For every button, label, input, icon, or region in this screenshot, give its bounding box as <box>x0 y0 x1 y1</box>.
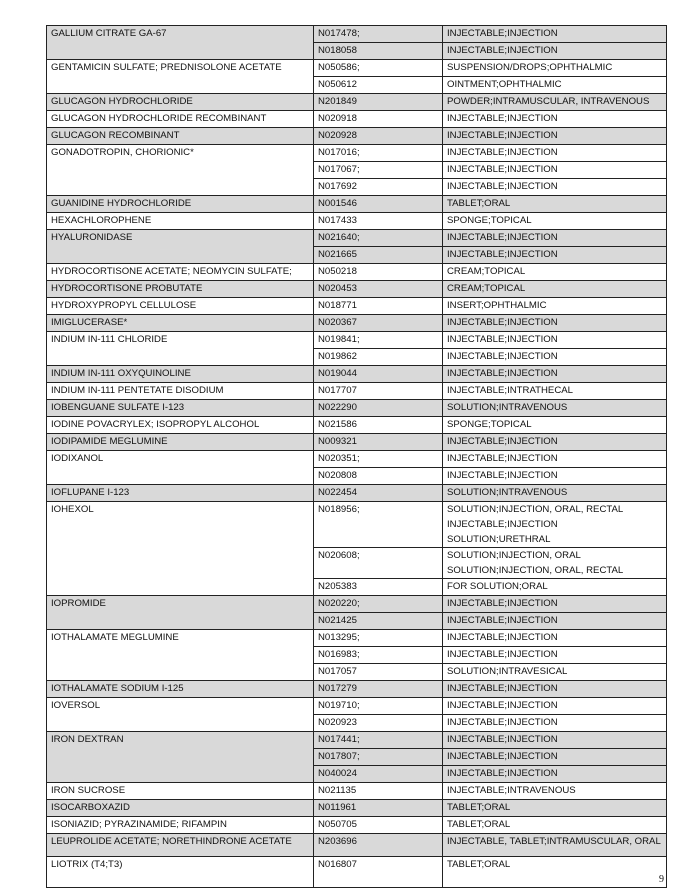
table-row <box>47 857 667 888</box>
table-row <box>47 145 667 162</box>
ingredient-name: IRON SUCROSE <box>51 785 126 796</box>
application-number-cell <box>314 264 443 281</box>
application-number-cell <box>314 162 443 179</box>
dosage-form-route-cell <box>443 349 667 366</box>
table-row <box>47 196 667 213</box>
ingredient-cell <box>47 111 314 128</box>
application-number-cell <box>314 596 443 613</box>
application-number-cell <box>314 451 443 468</box>
dosage-form-route: INJECTABLE;INJECTION <box>447 615 558 626</box>
dosage-form-route: INJECTABLE;INJECTION <box>447 734 558 745</box>
dosage-form-route-cell <box>443 783 667 800</box>
ingredient-cell <box>47 213 314 230</box>
dosage-form-route-cell <box>443 264 667 281</box>
ingredient-cell <box>47 230 314 264</box>
ingredient-name: HYDROCORTISONE ACETATE; NEOMYCIN SULFATE; <box>51 266 292 277</box>
application-number-cell <box>314 111 443 128</box>
table-row <box>47 417 667 434</box>
dosage-form-route: POWDER;INTRAMUSCULAR, INTRAVENOUS <box>447 96 650 107</box>
dosage-form-route-cell <box>443 681 667 698</box>
ingredient-name: GALLIUM CITRATE GA-67 <box>51 28 167 39</box>
dosage-form-route: INJECTABLE;INJECTION <box>447 470 558 481</box>
dosage-form-route: INJECTABLE;INJECTION <box>447 649 558 660</box>
dosage-form-route: TABLET;ORAL <box>447 802 511 813</box>
ingredient-cell <box>47 145 314 196</box>
dosage-form-route-cell <box>443 213 667 230</box>
application-number-cell <box>314 664 443 681</box>
application-number-cell <box>314 817 443 834</box>
application-number: N020367 <box>318 317 357 328</box>
dosage-form-route: INJECTABLE;INJECTION <box>447 317 558 328</box>
dosage-form-route-cell <box>443 417 667 434</box>
dosage-form-route-cell <box>443 548 667 579</box>
dosage-form-route-cell <box>443 298 667 315</box>
dosage-form-route: SOLUTION;INTRAVESICAL <box>447 666 568 677</box>
application-number: N017478; <box>318 28 360 39</box>
application-number: N019862 <box>318 351 357 362</box>
ingredient-name: INDIUM IN-111 OXYQUINOLINE <box>51 368 191 379</box>
dosage-form-route-cell <box>443 817 667 834</box>
dosage-form-route-cell <box>443 800 667 817</box>
dosage-form-route-cell <box>443 332 667 349</box>
application-number-cell <box>314 230 443 247</box>
dosage-form-route: INJECTABLE;INJECTION <box>447 768 558 779</box>
ingredient-cell <box>47 502 314 596</box>
application-number: N050218 <box>318 266 357 277</box>
application-number-cell <box>314 60 443 77</box>
dosage-form-route-cell <box>443 698 667 715</box>
ingredient-name: GENTAMICIN SULFATE; PREDNISOLONE ACETATE <box>51 62 282 73</box>
application-number: N018956; <box>318 504 360 515</box>
table-row <box>47 800 667 817</box>
ingredient-cell <box>47 400 314 417</box>
application-number-cell <box>314 800 443 817</box>
drug-listing-table <box>46 25 667 888</box>
ingredient-cell <box>47 26 314 60</box>
table-row <box>47 264 667 281</box>
dosage-form-route: INJECTABLE;INJECTION <box>447 351 558 362</box>
dosage-form-route-cell <box>443 162 667 179</box>
table-row <box>47 315 667 332</box>
table-row <box>47 630 667 647</box>
application-number: N018771 <box>318 300 357 311</box>
ingredient-cell <box>47 366 314 383</box>
dosage-form-route: INJECTABLE;INJECTION <box>447 334 558 345</box>
ingredient-cell <box>47 681 314 698</box>
ingredient-name: IRON DEXTRAN <box>51 734 124 745</box>
application-number-cell <box>314 749 443 766</box>
dosage-form-route: INJECTABLE;INJECTION <box>447 164 558 175</box>
dosage-form-route-cell <box>443 630 667 647</box>
dosage-form-route-cell <box>443 596 667 613</box>
application-number-cell <box>314 468 443 485</box>
application-number-cell <box>314 281 443 298</box>
table-row <box>47 94 667 111</box>
dosage-form-route: INJECTABLE;INJECTION <box>447 519 558 530</box>
application-number: N016807 <box>318 859 357 870</box>
ingredient-cell <box>47 698 314 732</box>
dosage-form-route-cell <box>443 834 667 857</box>
ingredient-cell <box>47 196 314 213</box>
application-number: N017016; <box>318 147 360 158</box>
ingredient-name: GUANIDINE HYDROCHLORIDE <box>51 198 192 209</box>
dosage-form-route-cell <box>443 366 667 383</box>
application-number-cell <box>314 630 443 647</box>
ingredient-name: IOHEXOL <box>51 504 94 515</box>
application-number: N017707 <box>318 385 357 396</box>
dosage-form-route: INJECTABLE;INJECTION <box>447 632 558 643</box>
dosage-form-route: INJECTABLE;INJECTION <box>447 751 558 762</box>
application-number-cell <box>314 732 443 749</box>
dosage-form-route: FOR SOLUTION;ORAL <box>447 581 548 592</box>
dosage-form-route-cell <box>443 179 667 196</box>
ingredient-cell <box>47 60 314 94</box>
ingredient-name: IOBENGUANE SULFATE I-123 <box>51 402 185 413</box>
application-number-cell <box>314 315 443 332</box>
application-number-cell <box>314 548 443 579</box>
dosage-form-route: INJECTABLE;INJECTION <box>447 147 558 158</box>
dosage-form-route-cell <box>443 766 667 783</box>
application-number-cell <box>314 698 443 715</box>
ingredient-cell <box>47 630 314 681</box>
application-number: N019841; <box>318 334 360 345</box>
dosage-form-route: SUSPENSION/DROPS;OPHTHALMIC <box>447 62 613 73</box>
dosage-form-route: INSERT;OPHTHALMIC <box>447 300 547 311</box>
ingredient-name: IOFLUPANE I-123 <box>51 487 130 498</box>
dosage-form-route: INJECTABLE;INJECTION <box>447 113 558 124</box>
ingredient-cell <box>47 332 314 366</box>
table-row <box>47 298 667 315</box>
application-number: N017057 <box>318 666 357 677</box>
ingredient-name: ISONIAZID; PYRAZINAMIDE; RIFAMPIN <box>51 819 227 830</box>
application-number: N017433 <box>318 215 357 226</box>
ingredient-cell <box>47 783 314 800</box>
application-number: N021665 <box>318 249 357 260</box>
application-number: N050705 <box>318 819 357 830</box>
application-number: N017692 <box>318 181 357 192</box>
dosage-form-route-cell <box>443 43 667 60</box>
table-row <box>47 732 667 749</box>
ingredient-name: IODIXANOL <box>51 453 104 464</box>
dosage-form-route-cell <box>443 579 667 596</box>
application-number: N021135 <box>318 785 357 796</box>
application-number-cell <box>314 179 443 196</box>
dosage-form-route: INJECTABLE;INJECTION <box>447 232 558 243</box>
dosage-form-route-cell <box>443 502 667 548</box>
ingredient-name: HYALURONIDASE <box>51 232 133 243</box>
application-number: N020923 <box>318 717 357 728</box>
table-row <box>47 332 667 349</box>
application-number-cell <box>314 417 443 434</box>
ingredient-name: IOTHALAMATE SODIUM I-125 <box>51 683 184 694</box>
application-number-cell <box>314 681 443 698</box>
application-number: N021425 <box>318 615 357 626</box>
dosage-form-route-cell <box>443 111 667 128</box>
application-number: N020351; <box>318 453 360 464</box>
application-number-cell <box>314 434 443 451</box>
table-row <box>47 783 667 800</box>
table-row <box>47 213 667 230</box>
dosage-form-route: SPONGE;TOPICAL <box>447 215 532 226</box>
dosage-form-route-cell <box>443 145 667 162</box>
application-number: N018058 <box>318 45 357 56</box>
application-number-cell <box>314 485 443 502</box>
dosage-form-route: SPONGE;TOPICAL <box>447 419 532 430</box>
dosage-form-route: INJECTABLE;INJECTION <box>447 368 558 379</box>
dosage-form-route-cell <box>443 77 667 94</box>
application-number-cell <box>314 579 443 596</box>
ingredient-cell <box>47 264 314 281</box>
application-number: N016983; <box>318 649 360 660</box>
ingredient-name: IOVERSOL <box>51 700 101 711</box>
table-row <box>47 451 667 468</box>
table-row <box>47 60 667 77</box>
ingredient-cell <box>47 596 314 630</box>
ingredient-cell <box>47 128 314 145</box>
dosage-form-route: INJECTABLE;INTRAVENOUS <box>447 785 576 796</box>
application-number-cell <box>314 383 443 400</box>
dosage-form-route-cell <box>443 664 667 681</box>
ingredient-name: IODINE POVACRYLEX; ISOPROPYL ALCOHOL <box>51 419 260 430</box>
application-number-cell <box>314 196 443 213</box>
application-number: N020808 <box>318 470 357 481</box>
ingredient-cell <box>47 451 314 485</box>
ingredient-cell <box>47 857 314 888</box>
ingredient-cell <box>47 94 314 111</box>
dosage-form-route-cell <box>443 647 667 664</box>
ingredient-name: GONADOTROPIN, CHORIONIC* <box>51 147 194 158</box>
dosage-form-route: CREAM;TOPICAL <box>447 283 526 294</box>
dosage-form-route-cell <box>443 383 667 400</box>
application-number: N017279 <box>318 683 357 694</box>
application-number: N013295; <box>318 632 360 643</box>
application-number-cell <box>314 715 443 732</box>
dosage-form-route-cell <box>443 60 667 77</box>
table-row <box>47 400 667 417</box>
application-number: N201849 <box>318 96 357 107</box>
dosage-form-route-cell <box>443 613 667 630</box>
dosage-form-route: SOLUTION;INTRAVENOUS <box>447 402 568 413</box>
table-row <box>47 502 667 548</box>
dosage-form-route: CREAM;TOPICAL <box>447 266 526 277</box>
dosage-form-route: INJECTABLE;INJECTION <box>447 700 558 711</box>
table-row <box>47 834 667 857</box>
table-row <box>47 698 667 715</box>
application-number: N020928 <box>318 130 357 141</box>
ingredient-cell <box>47 315 314 332</box>
application-number: N021586 <box>318 419 357 430</box>
dosage-form-route: SOLUTION;INTRAVENOUS <box>447 487 568 498</box>
dosage-form-route: INJECTABLE;INJECTION <box>447 130 558 141</box>
dosage-form-route-cell <box>443 715 667 732</box>
ingredient-cell <box>47 732 314 783</box>
application-number-cell <box>314 647 443 664</box>
application-number: N019044 <box>318 368 357 379</box>
ingredient-name: HYDROCORTISONE PROBUTATE <box>51 283 203 294</box>
table-row <box>47 111 667 128</box>
dosage-form-route: OINTMENT;OPHTHALMIC <box>447 79 562 90</box>
application-number-cell <box>314 213 443 230</box>
application-number: N009321 <box>318 436 357 447</box>
dosage-form-route: INJECTABLE, TABLET;INTRAMUSCULAR, ORAL <box>447 836 661 847</box>
dosage-form-route: INJECTABLE;INJECTION <box>447 45 558 56</box>
ingredient-name: LEUPROLIDE ACETATE; NORETHINDRONE ACETATE <box>51 836 292 847</box>
dosage-form-route: INJECTABLE;INJECTION <box>447 683 558 694</box>
application-number-cell <box>314 332 443 349</box>
dosage-form-route: INJECTABLE;INJECTION <box>447 436 558 447</box>
application-number: N021640; <box>318 232 360 243</box>
ingredient-name: LIOTRIX (T4;T3) <box>51 859 123 870</box>
ingredient-name: INDIUM IN-111 CHLORIDE <box>51 334 168 345</box>
application-number: N011961 <box>318 802 357 813</box>
dosage-form-route-cell <box>443 732 667 749</box>
ingredient-cell <box>47 817 314 834</box>
application-number: N017807; <box>318 751 360 762</box>
dosage-form-route: INJECTABLE;INJECTION <box>447 249 558 260</box>
ingredient-cell <box>47 417 314 434</box>
application-number-cell <box>314 613 443 630</box>
application-number-cell <box>314 766 443 783</box>
application-number-cell <box>314 502 443 548</box>
dosage-form-route-cell <box>443 315 667 332</box>
application-number-cell <box>314 349 443 366</box>
application-number-cell <box>314 298 443 315</box>
dosage-form-route-cell <box>443 247 667 264</box>
dosage-form-route: INJECTABLE;INJECTION <box>447 717 558 728</box>
ingredient-cell <box>47 434 314 451</box>
table-row <box>47 817 667 834</box>
ingredient-name: INDIUM IN-111 PENTETATE DISODIUM <box>51 385 224 396</box>
application-number-cell <box>314 834 443 857</box>
application-number: N001546 <box>318 198 357 209</box>
table-row <box>47 434 667 451</box>
dosage-form-route-cell <box>443 128 667 145</box>
table-row <box>47 383 667 400</box>
table-row <box>47 128 667 145</box>
dosage-form-route-cell <box>443 749 667 766</box>
page-number: 9 <box>659 874 664 885</box>
dosage-form-route-cell <box>443 485 667 502</box>
ingredient-name: GLUCAGON HYDROCHLORIDE <box>51 96 193 107</box>
ingredient-cell <box>47 383 314 400</box>
dosage-form-route-cell <box>443 196 667 213</box>
dosage-form-route: TABLET;ORAL <box>447 819 511 830</box>
ingredient-name: IMIGLUCERASE* <box>51 317 128 328</box>
application-number-cell <box>314 94 443 111</box>
application-number: N022290 <box>318 402 357 413</box>
table-row <box>47 485 667 502</box>
dosage-form-route: SOLUTION;INJECTION, ORAL, RECTAL <box>447 504 624 515</box>
application-number: N050612 <box>318 79 357 90</box>
dosage-form-route: INJECTABLE;INTRATHECAL <box>447 385 573 396</box>
ingredient-cell <box>47 800 314 817</box>
dosage-form-route: TABLET;ORAL <box>447 859 511 870</box>
application-number: N020918 <box>318 113 357 124</box>
ingredient-cell <box>47 281 314 298</box>
table-row <box>47 366 667 383</box>
table-row <box>47 281 667 298</box>
application-number: N017441; <box>318 734 360 745</box>
table-row <box>47 230 667 247</box>
ingredient-name: IODIPAMIDE MEGLUMINE <box>51 436 168 447</box>
application-number: N019710; <box>318 700 360 711</box>
dosage-form-route: SOLUTION;URETHRAL <box>447 534 551 545</box>
application-number: N203696 <box>318 836 357 847</box>
application-number-cell <box>314 857 443 888</box>
dosage-form-route-cell <box>443 434 667 451</box>
dosage-form-route-cell <box>443 451 667 468</box>
ingredient-cell <box>47 485 314 502</box>
ingredient-name: HYDROXYPROPYL CELLULOSE <box>51 300 197 311</box>
ingredient-name: HEXACHLOROPHENE <box>51 215 152 226</box>
dosage-form-route: INJECTABLE;INJECTION <box>447 181 558 192</box>
ingredient-name: GLUCAGON HYDROCHLORIDE RECOMBINANT <box>51 113 267 124</box>
application-number: N017067; <box>318 164 360 175</box>
dosage-form-route-cell <box>443 26 667 43</box>
dosage-form-route-cell <box>443 400 667 417</box>
dosage-form-route: INJECTABLE;INJECTION <box>447 598 558 609</box>
application-number-cell <box>314 43 443 60</box>
application-number: N205383 <box>318 581 357 592</box>
dosage-form-route: SOLUTION;INJECTION, ORAL <box>447 550 581 561</box>
dosage-form-route: SOLUTION;INJECTION, ORAL, RECTAL <box>447 565 624 576</box>
application-number-cell <box>314 26 443 43</box>
application-number-cell <box>314 247 443 264</box>
ingredient-name: ISOCARBOXAZID <box>51 802 130 813</box>
application-number: N040024 <box>318 768 357 779</box>
application-number-cell <box>314 77 443 94</box>
application-number-cell <box>314 128 443 145</box>
dosage-form-route: TABLET;ORAL <box>447 198 511 209</box>
dosage-form-route: INJECTABLE;INJECTION <box>447 453 558 464</box>
table-row <box>47 26 667 43</box>
dosage-form-route-cell <box>443 468 667 485</box>
application-number: N020453 <box>318 283 357 294</box>
dosage-form-route-cell <box>443 94 667 111</box>
dosage-form-route: INJECTABLE;INJECTION <box>447 28 558 39</box>
application-number: N050586; <box>318 62 360 73</box>
dosage-form-route-cell <box>443 857 667 888</box>
table-row <box>47 596 667 613</box>
application-number-cell <box>314 366 443 383</box>
table-row <box>47 681 667 698</box>
ingredient-name: GLUCAGON RECOMBINANT <box>51 130 180 141</box>
application-number-cell <box>314 145 443 162</box>
dosage-form-route-cell <box>443 281 667 298</box>
dosage-form-route-cell <box>443 230 667 247</box>
application-number-cell <box>314 400 443 417</box>
application-number-cell <box>314 783 443 800</box>
application-number: N022454 <box>318 487 357 498</box>
application-number: N020608; <box>318 550 360 561</box>
ingredient-cell <box>47 298 314 315</box>
ingredient-cell <box>47 834 314 857</box>
ingredient-name: IOTHALAMATE MEGLUMINE <box>51 632 179 643</box>
application-number: N020220; <box>318 598 360 609</box>
table-body <box>47 26 667 888</box>
ingredient-name: IOPROMIDE <box>51 598 106 609</box>
